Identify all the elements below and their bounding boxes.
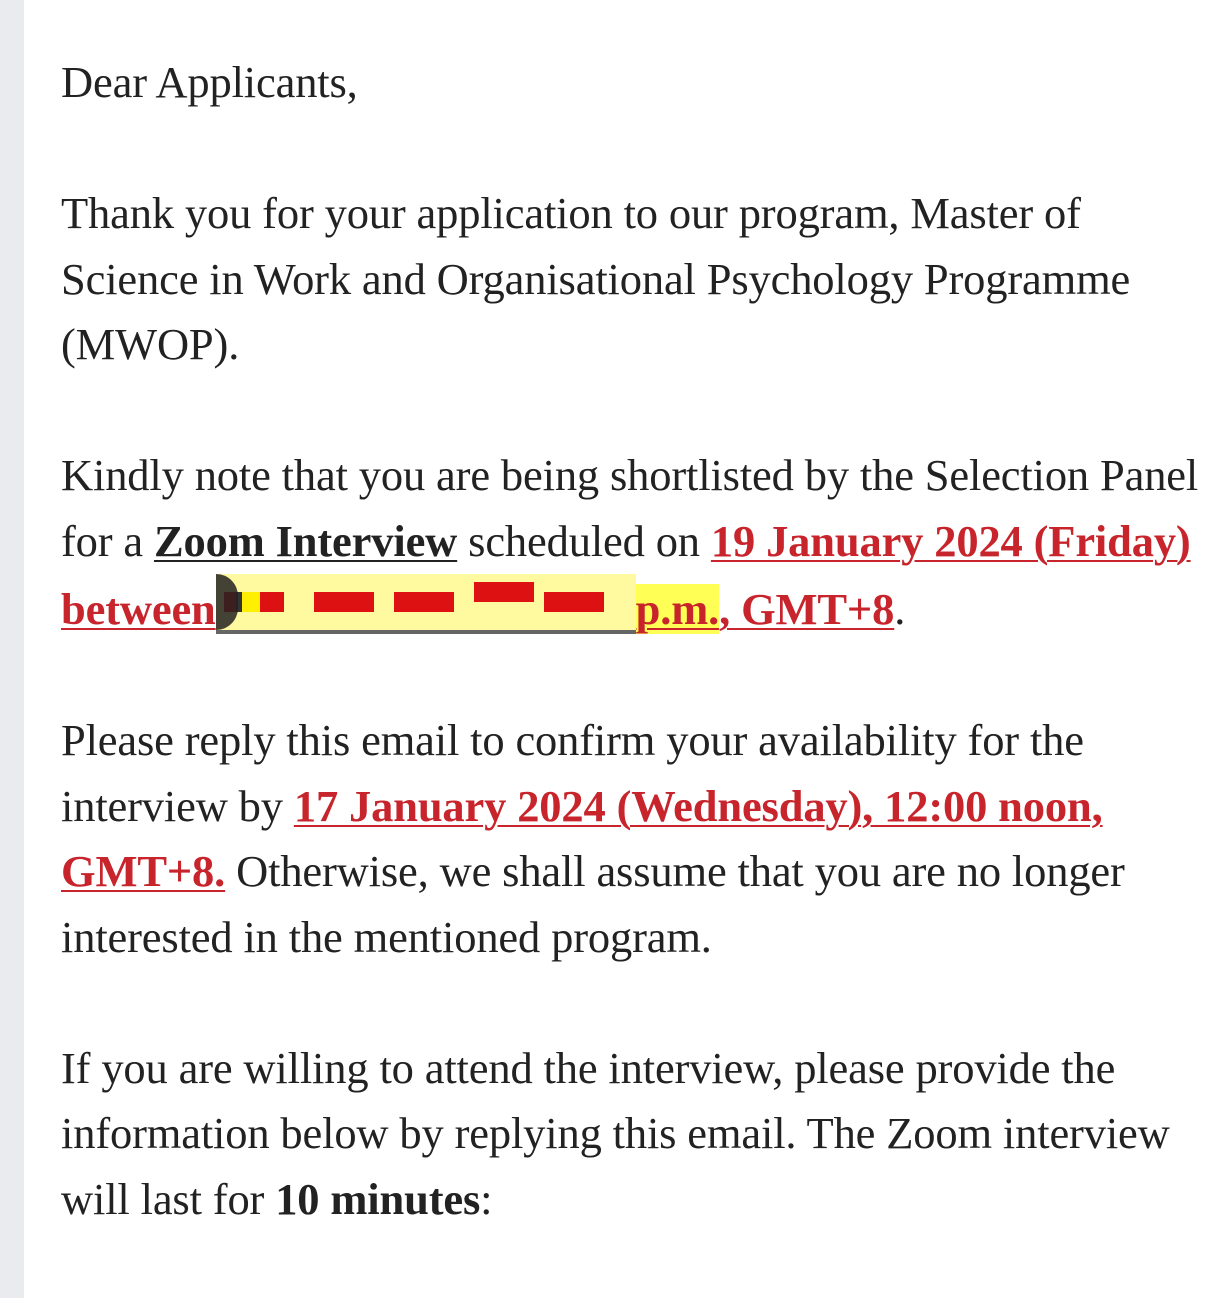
scheduled-text: scheduled on (457, 515, 711, 566)
timezone: , GMT+8 (719, 584, 895, 634)
time-suffix: p.m. (635, 584, 720, 634)
email-body (24, 0, 1223, 1298)
confirm-text: Please reply this email to confirm your availability for the interview by (61, 715, 1084, 831)
shortlist-paragraph (61, 443, 1211, 643)
otherwise-text: Otherwise, we shall assume that you are no longer interested in the mentioned program. (61, 846, 1125, 962)
confirm-paragraph (61, 708, 1211, 970)
shortlist-text: Kindly note that you are being shortlisted by the Selection Panel for a (61, 450, 1199, 566)
sentence-end: . (894, 584, 906, 634)
email-text (61, 50, 1211, 1298)
interview-date: 19 January 2024 (Friday) between (61, 515, 1191, 634)
greeting: Dear Applicants, (61, 57, 358, 107)
colon: : (480, 1173, 493, 1224)
attend-text: If you are willing to attend the interview, please provide the information below by replying this email. The Zoom interview will last for (61, 1042, 1170, 1224)
interview-duration: 10 minutes (275, 1173, 481, 1224)
intro-paragraph: Thank you for your application to our program, Master of Science in Work and Organisational Psychology Programme (MWOP). (61, 188, 1131, 369)
attend-paragraph (61, 1036, 1211, 1233)
redacted-time (216, 574, 636, 634)
zoom-interview-text: Zoom Interview (154, 515, 458, 566)
reply-deadline: 17 January 2024 (Wednesday), 12:00 noon, GMT+8. (61, 780, 1103, 896)
